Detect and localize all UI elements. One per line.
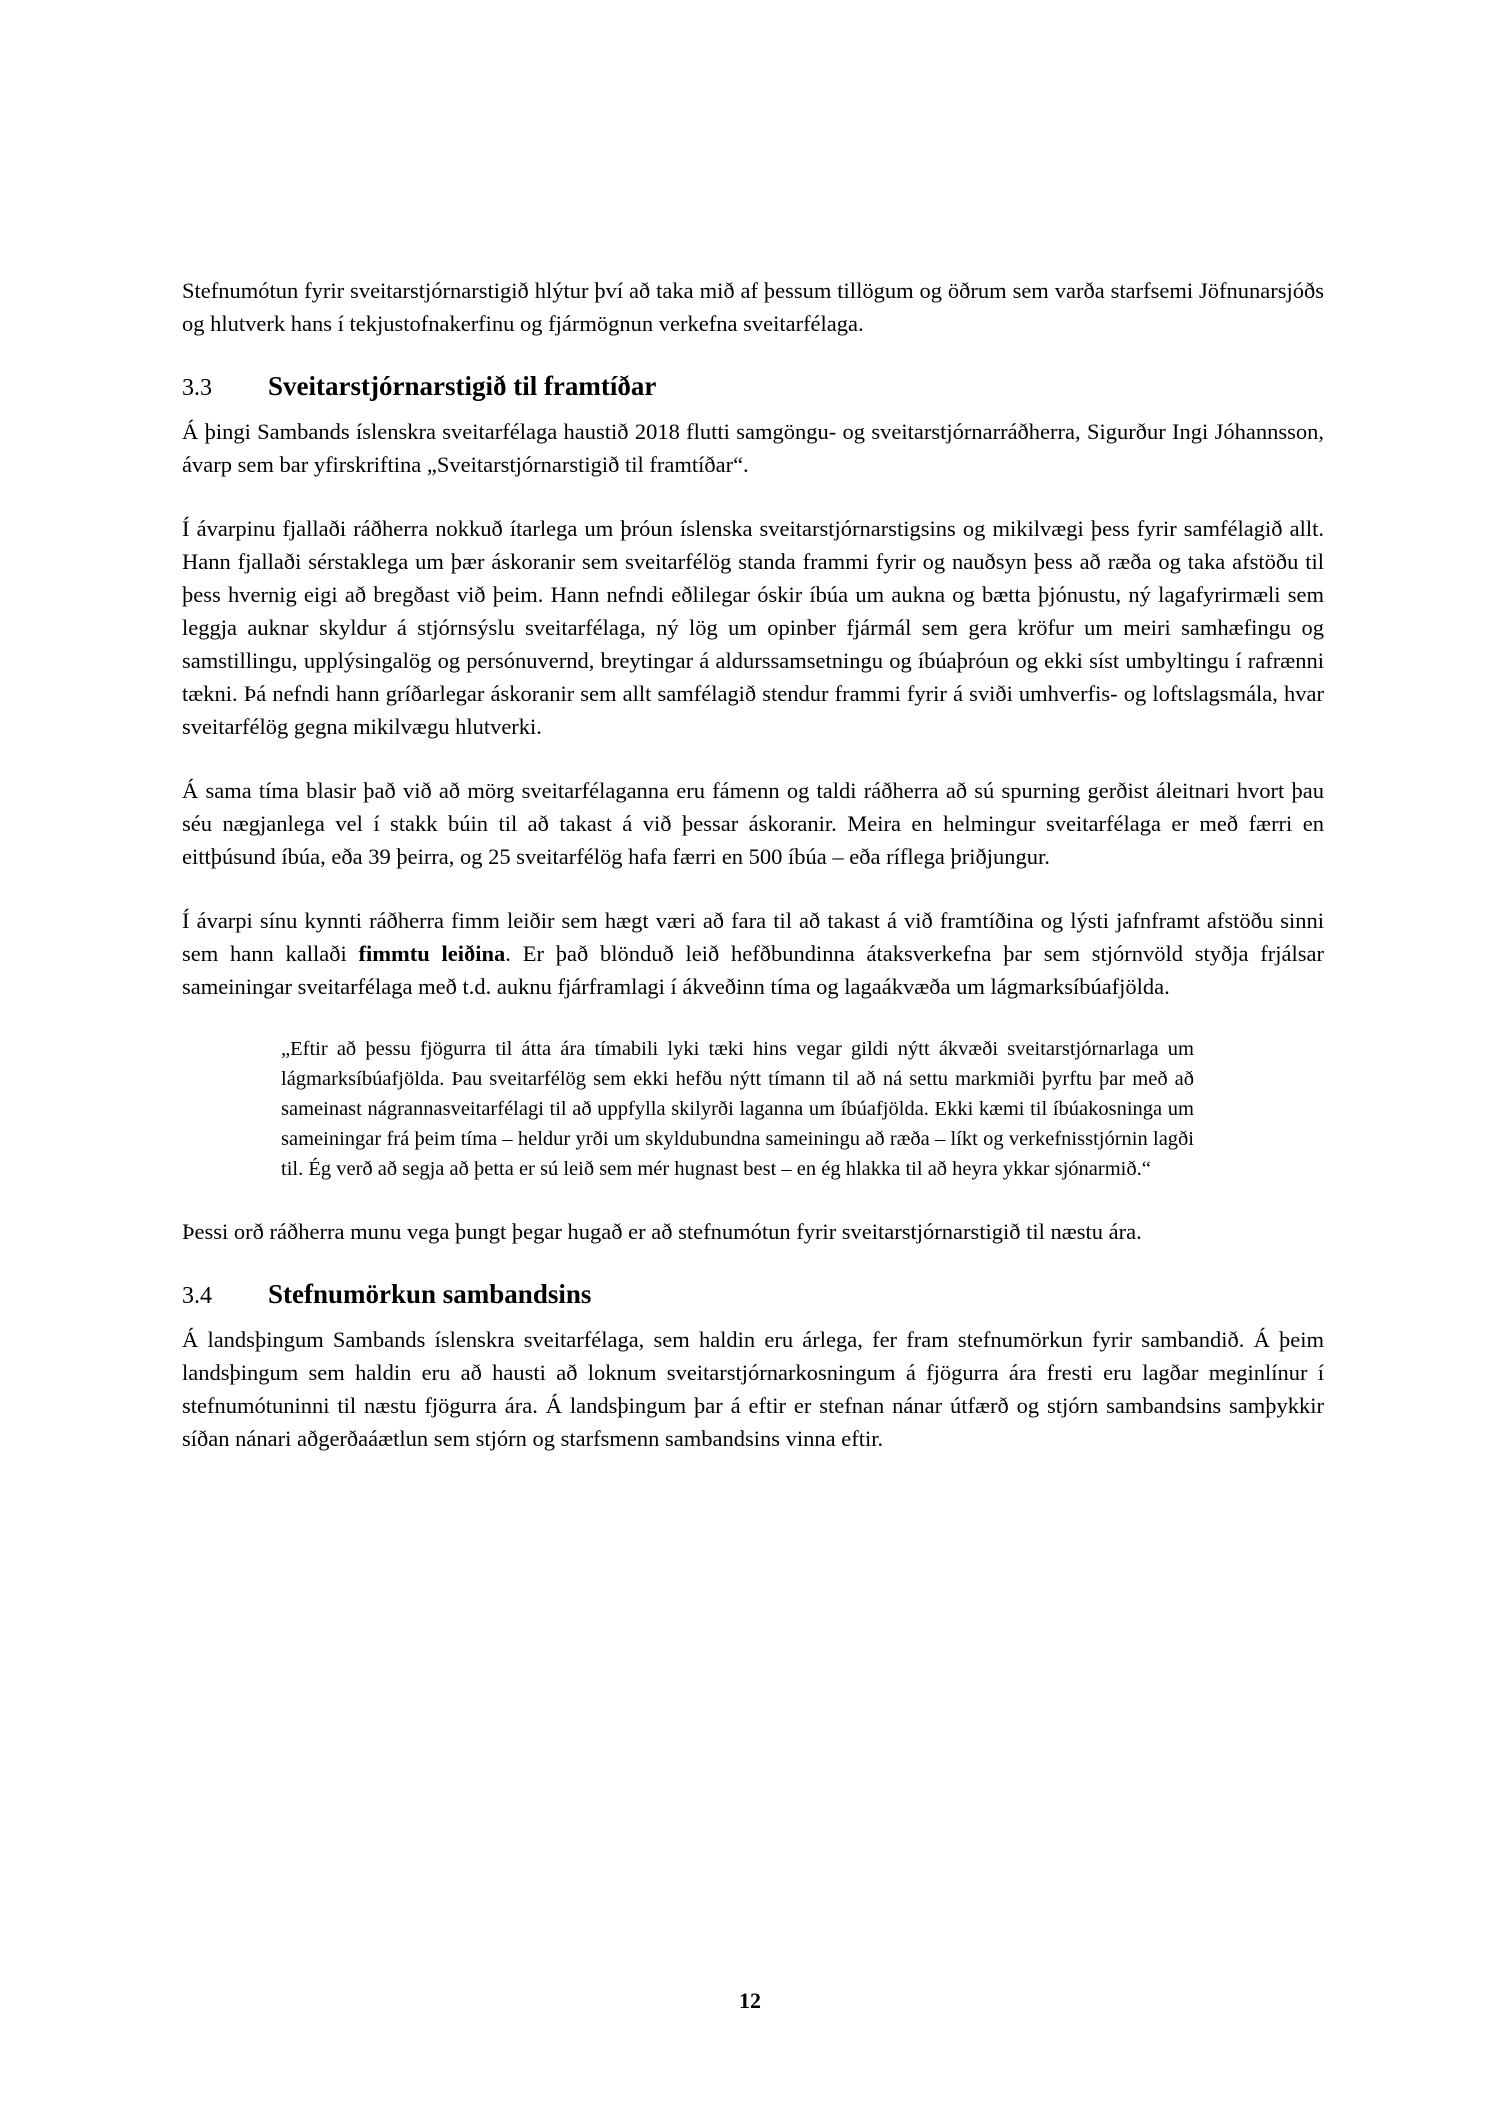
paragraph-4-text-after: . Er það blönduð leið hefðbundinna átaksverkefna þar sem stjórnvöld styðja frjálsar sameiningar sveitarfélaga með t.d. auknu fjárframlagi í ákveðinn tíma og lagaákvæða um lágmarksíbúafjölda. bbox=[182, 941, 1324, 999]
page-number: 12 bbox=[739, 1988, 761, 2013]
section-3-3-paragraph-2: Í ávarpinu fjallaði ráðherra nokkuð ítarlega um þróun íslenska sveitarstjórnarstigsins og mikilvægi þess fyrir samfélagið allt. Hann fjallaði sérstaklega um þær áskoranir sem sveitarfélög standa frammi fyrir og nauðsyn þess að ræða og taka afstöðu til þess hvernig eigi að bregðast við þeim. Hann nefndi eðlilegar óskir íbúa um aukna og bætta þjónustu, ný lagafyrirmæli sem leggja auknar skyldur á stjórnsýslu sveitarfélaga, ný lög um opinber fjármál sem gera kröfur um meiri samhæfingu og samstillingu, upplýsingalög og persónuvernd, breytingar á aldurssamsetningu og íbúaþróun og ekki síst umbyltingu í rafrænni tækni. Þá nefndi hann gríðarlegar áskoranir sem allt samfélagið stendur frammi fyrir á sviði umhverfis- og loftslagsmála, hvar sveitarfélög gegna mikilvægu hlutverki. bbox=[182, 516, 1324, 739]
section-3-3-paragraph-1: Á þingi Sambands íslenskra sveitarfélaga haustið 2018 flutti samgöngu- og sveitarstjórnarráðherra, Sigurður Ingi Jóhannsson, ávarp sem bar yfirskriftina „Sveitarstjórnarstigið til framtíðar“. bbox=[182, 419, 1324, 477]
section-3-4-number: 3.4 bbox=[182, 1283, 212, 1309]
intro-paragraph: Stefnumótun fyrir sveitarstjórnarstigið hlýtur því að taka mið af þessum tillögum og öðrum sem varða starfsemi Jöfnunarsjóðs og hlutverk hans í tekjustofnakerfinu og fjármögnun verkefna sveitarfélaga. bbox=[182, 278, 1324, 336]
paragraph-4-text-before: Í ávarpi sínu kynnti ráðherra fimm leiðir sem hægt væri að fara til að takast á við framtíðina og lýsti jafnframt afstöðu sinni sem hann kallaði bbox=[182, 908, 1324, 966]
section-3-3-title: Sveitarstjórnarstigið til framtíðar bbox=[268, 371, 657, 401]
section-3-4-title: Stefnumörkun sambandsins bbox=[268, 1279, 592, 1309]
section-3-3-paragraph-4 bbox=[182, 904, 1324, 1003]
section-3-3-heading bbox=[182, 371, 1324, 402]
section-3-4-paragraph-1: Á landsþingum Sambands íslenskra sveitarfélaga, sem haldin eru árlega, fer fram stefnumörkun fyrir sambandið. Á þeim landsþingum sem haldin eru að hausti að loknum sveitarstjórnarkosningum á fjögurra ára fresti eru lagðar meginlínur í stefnumótuninni til næstu fjögurra ára. Á landsþingum þar á eftir er stefnan nánar útfærð og stjórn sambandsins samþykkir síðan nánari aðgerðaáætlun sem stjórn og starfsmenn sambandsins vinna eftir. bbox=[182, 1327, 1324, 1451]
section-3-4-heading bbox=[182, 1279, 1324, 1310]
section-3-3-paragraph-3: Á sama tíma blasir það við að mörg sveitarfélaganna eru fámenn og taldi ráðherra að sú spurning gerðist áleitnari hvort þau séu nægjanlega vel í stakk búin til að takast á við þessar áskoranir. Meira en helmingur sveitarfélaga er með færri en eittþúsund íbúa, eða 39 þeirra, og 25 sveitarfélög hafa færri en 500 íbúa – eða ríflega þriðjungur. bbox=[182, 778, 1324, 869]
minister-quote: „Eftir að þessu fjögurra til átta ára tímabili lyki tæki hins vegar gildi nýtt ákvæði sveitarstjórnarlaga um lágmarksíbúafjölda. Þau sveitarfélög sem ekki hefðu nýtt tímann til að ná settu markmiði þyrftu þar með að sameinast nágrannasveitarfélagi til að uppfylla skilyrði laganna um íbúafjölda. Ekki kæmi til íbúakosninga um sameiningar frá þeim tíma – heldur yrði um skyldubundna sameiningu að ræða – líkt og verkefnisstjórnin lagði til. Ég verð að segja að þetta er sú leið sem mér hugnast best – en ég hlakka til að heyra ykkar sjónarmið.“ bbox=[281, 1038, 1194, 1180]
section-3-3-number: 3.3 bbox=[182, 375, 212, 401]
paragraph-4-bold-phrase: fimmtu leiðina bbox=[358, 941, 506, 966]
section-3-3-paragraph-5: Þessi orð ráðherra munu vega þungt þegar hugað er að stefnumótun fyrir sveitarstjórnarstigið til næstu ára. bbox=[182, 1219, 1142, 1244]
